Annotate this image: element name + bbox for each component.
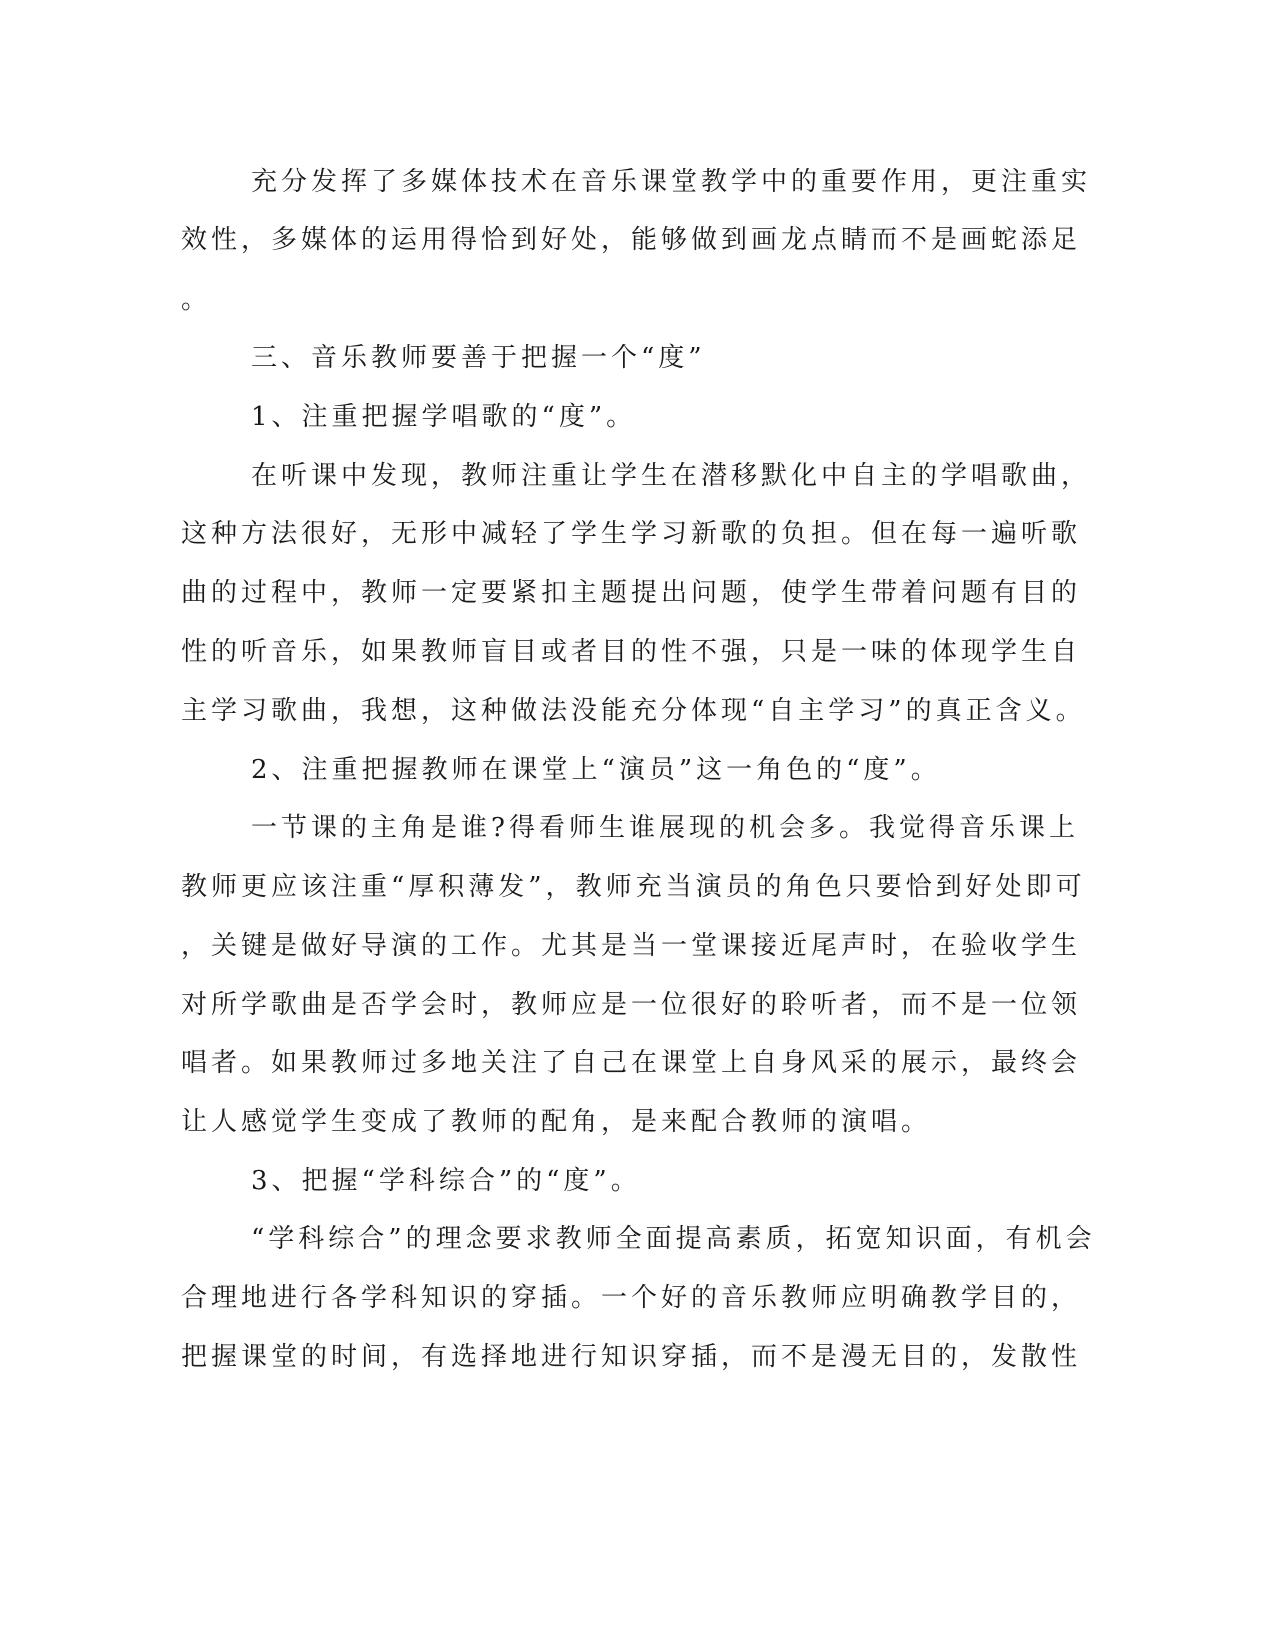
paragraph-line: 主学习歌曲，我想，这种做法没能充分体现“自主学习”的真正含义。 — [181, 696, 1086, 726]
subsection-heading: 2、注重把握教师在课堂上“演员”这一角色的“度”。 — [251, 755, 941, 785]
subsection-heading: 3、把握“学科综合”的“度”。 — [251, 1166, 641, 1196]
paragraph-line: 效性，多媒体的运用得恰到好处，能够做到画龙点睛而不是画蛇添足 — [181, 225, 1082, 255]
paragraph-line: 合理地进行各学科知识的穿插。一个好的音乐教师应明确教学目的， — [181, 1283, 1082, 1313]
paragraph-line: 在听课中发现，教师注重让学生在潜移默化中自主的学唱歌曲， — [251, 461, 1092, 491]
paragraph-line: ，关键是做好导演的工作。尤其是当一堂课接近尾声时，在验收学生 — [181, 931, 1082, 961]
paragraph-line: 对所学歌曲是否学会时，教师应是一位很好的聆听者，而不是一位领 — [181, 990, 1082, 1020]
paragraph-line: 把握课堂的时间，有选择地进行知识穿插，而不是漫无目的，发散性 — [181, 1342, 1082, 1372]
paragraph-line: “学科综合”的理念要求教师全面提高素质，拓宽知识面，有机会 — [251, 1224, 1096, 1254]
paragraph-line: 这种方法很好，无形中减轻了学生学习新歌的负担。但在每一遍听歌 — [181, 519, 1082, 549]
section-heading: 三、音乐教师要善于把握一个“度” — [251, 343, 706, 373]
paragraph-line: 曲的过程中，教师一定要紧扣主题提出问题，使学生带着问题有目的 — [181, 578, 1082, 608]
paragraph-line: 充分发挥了多媒体技术在音乐课堂教学中的重要作用，更注重实 — [251, 167, 1092, 197]
subsection-heading: 1、注重把握学唱歌的“度”。 — [251, 402, 637, 432]
paragraph-line: 。 — [181, 285, 212, 315]
paragraph-line: 教师更应该注重“厚积薄发”，教师充当演员的角色只要恰到好处即可 — [181, 872, 1086, 902]
paragraph-line: 唱者。如果教师过多地关注了自己在课堂上自身风采的展示，最终会 — [181, 1048, 1082, 1078]
paragraph-line: 性的听音乐，如果教师盲目或者目的性不强，只是一味的体现学生自 — [181, 637, 1082, 667]
paragraph-line: 让人感觉学生变成了教师的配角，是来配合教师的演唱。 — [181, 1107, 932, 1137]
paragraph-line: 一节课的主角是谁?得看师生谁展现的机会多。我觉得音乐课上 — [251, 813, 1079, 843]
